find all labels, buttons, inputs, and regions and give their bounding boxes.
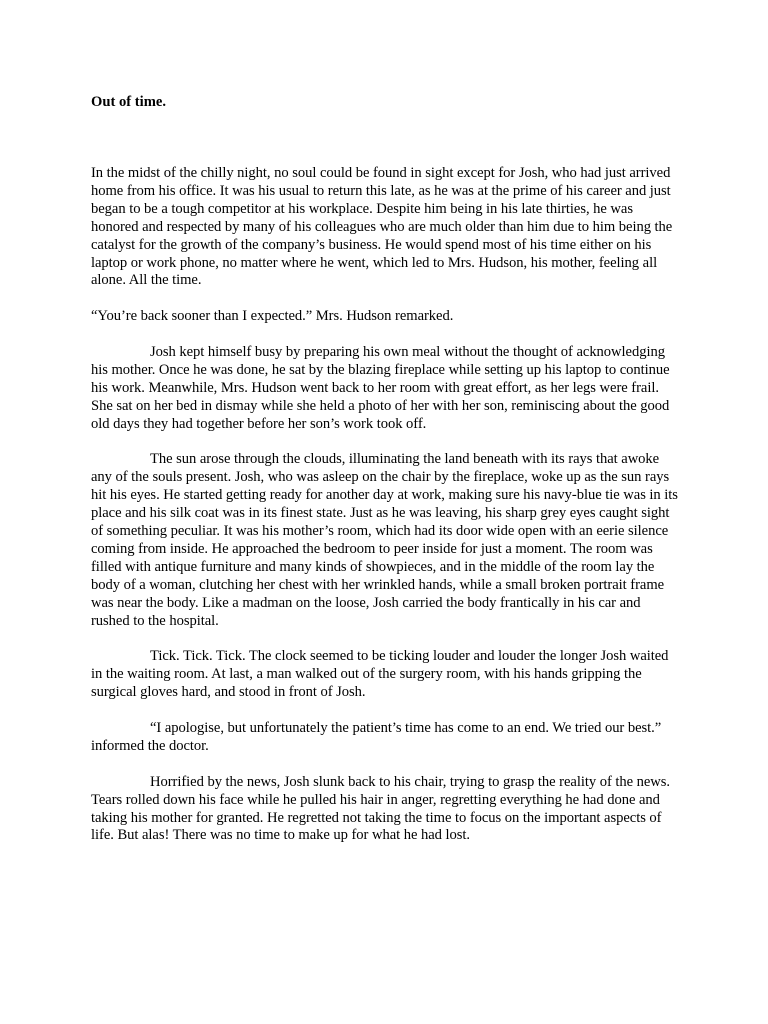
paragraph-2: “You’re back sooner than I expected.” Mrs. Hudson remarked. [91, 308, 454, 325]
paragraph-6: “I apologise, but unfortunately the patient’s time has come to an end. We tried our best.” informed the doctor. [91, 720, 662, 754]
paragraph-3: Josh kept himself busy by preparing his own meal without the thought of acknowledging his mother. Once he was done, he sat by the blazing fireplace while setting up his laptop to continue his work. Meanwhile, Mrs. Hudson went back to her room with great effort, as her legs were frail. She sat on her bed in dismay while she held a photo of her with her son, reminiscing about the good old days they had together before her son’s work took off. [91, 344, 670, 432]
document-title: Out of time. [91, 94, 166, 110]
paragraph-5: Tick. Tick. Tick. The clock seemed to be ticking louder and louder the longer Josh waited in the waiting room. At last, a man walked out of the surgery room, with his hands gripping the surgical gloves hard, and stood in front of Josh. [91, 648, 669, 701]
paragraph-7: Horrified by the news, Josh slunk back to his chair, trying to grasp the reality of the news. Tears rolled down his face while he pulled his hair in anger, regretting everything he had done and taking his mother for granted. He regretted not taking the time to focus on the important aspects of life. But alas! There was no time to make up for what he had lost. [91, 773, 671, 844]
paragraph-1: In the midst of the chilly night, no soul could be found in sight except for Josh, who had just arrived home from his office. It was his usual to return this late, as he was at the prime of his career and just began to be a tough competitor at his workplace. Despite him being in his late thirties, he was honored and respected by many of his colleagues who are much older than him due to him being the catalyst for the growth of the company’s business. He would spend most of his time either on his laptop or work phone, no matter where he went, which led to Mrs. Hudson, his mother, feeling all alone. All the time. [91, 165, 673, 289]
paragraph-4: The sun arose through the clouds, illuminating the land beneath with its rays that awoke any of the souls present. Josh, who was asleep on the chair by the fireplace, woke up as the sun rays hit his eyes. He started getting ready for another day at work, making sure his navy-blue tie was in its place and his silk coat was in its finest state. Just as he was leaving, his sharp grey eyes caught sight of something peculiar. It was his mother’s room, which had its door wide open with an eerie silence coming from inside. He approached the bedroom to peer inside for just a moment. The room was filled with antique furniture and many kinds of showpieces, and in the middle of the room lay the body of a woman, clutching her chest with her wrinkled hands, while a small broken portrait frame was near the body. Like a madman on the loose, Josh carried the body frantically in his car and rushed to the hospital. [91, 451, 678, 629]
document-body [91, 165, 681, 863]
